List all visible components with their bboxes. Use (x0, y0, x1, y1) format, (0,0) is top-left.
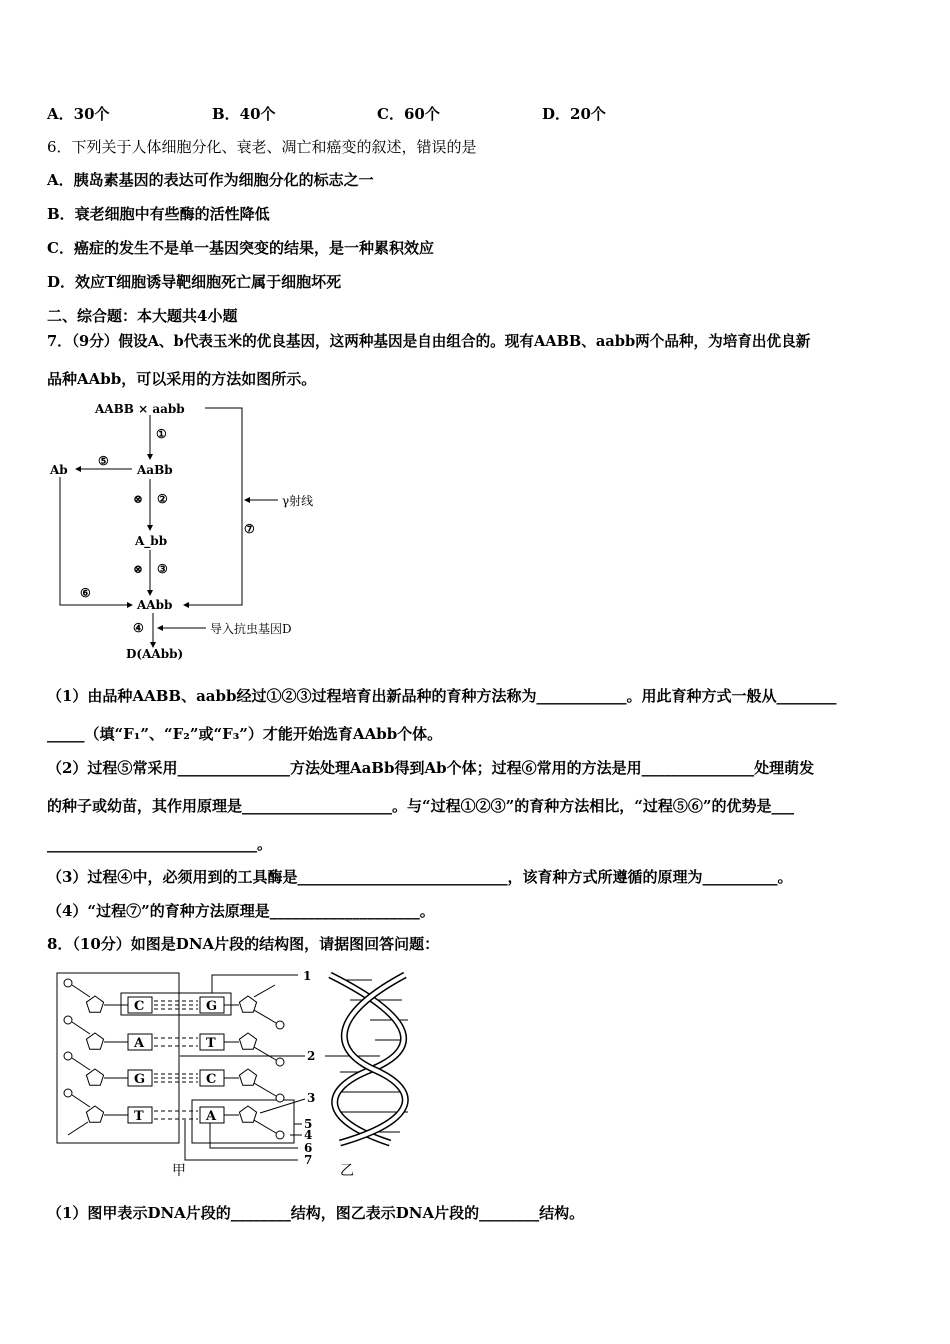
q7-sub1-line1: （1）由品种AABB、aabb经过①②③过程培育出新品种的育种方法称为____________。用此育种方式一般从________ (47, 687, 837, 705)
right-base: A (206, 1109, 217, 1124)
q6-stem: 6．下列关于人体细胞分化、衰老、凋亡和癌变的叙述，错误的是 (47, 138, 477, 156)
q5-option-c: C．60个 (377, 105, 440, 123)
deoxyribose (239, 1069, 256, 1085)
phosphate (64, 1052, 72, 1060)
q5-option-a: A．30个 (47, 105, 110, 123)
gamma-ray-label: γ射线 (282, 494, 314, 508)
selfing-symbol: ⊗ (133, 492, 144, 506)
label-3: 3 (307, 1091, 316, 1105)
step1: ① (156, 427, 167, 441)
phosphate (276, 1021, 284, 1029)
left-base: A (134, 1036, 145, 1051)
q7-sub4: （4）“过程⑦”的育种方法原理是____________________。 (47, 902, 435, 920)
q7-stem-line2: 品种AAbb，可以采用的方法如图所示。 (47, 370, 317, 388)
q5-option-d: D．20个 (542, 105, 606, 123)
deoxyribose (86, 996, 103, 1012)
f1-label: AaBb (137, 463, 173, 477)
strand-end (254, 985, 275, 997)
q6-option-d: D．效应T细胞诱导靶细胞死亡属于细胞坏死 (47, 273, 342, 291)
left-base: T (134, 1109, 144, 1124)
q7-sub2-line2: 的种子或幼苗，其作用原理是____________________。与“过程①②③”的育种方法相比，“过程⑤⑥”的优势是___ (47, 797, 795, 815)
right-base: T (206, 1036, 216, 1051)
step3: ③ (157, 562, 168, 576)
q6-option-a: A．胰岛素基因的表达可作为细胞分化的标志之一 (47, 171, 374, 189)
step6: ⑥ (80, 586, 91, 600)
phosphate (64, 1016, 72, 1024)
q7-stem-line1: 7．（9分）假设A、b代表玉米的优良基因，这两种基因是自由组合的。现有AABB、aabb两个品种，为培育出优良新 (47, 333, 811, 350)
left-base: C (134, 999, 145, 1014)
bond (72, 1058, 90, 1070)
q8-sub1: （1）图甲表示DNA片段的________结构，图乙表示DNA片段的________结构。 (47, 1204, 585, 1222)
label-1: 1 (303, 969, 312, 983)
phosphate (276, 1058, 284, 1066)
right-base: C (206, 1072, 217, 1087)
label-7: 7 (304, 1153, 313, 1167)
phosphate (276, 1131, 284, 1139)
q5-option-b: B．40个 (212, 105, 276, 123)
right-base: G (206, 999, 218, 1014)
parents-label: AABB × aabb (95, 402, 185, 416)
q7-sub1-line2: _____（填“F₁”、“F₂”或“F₃”）才能开始选育AAbb个体。 (47, 725, 443, 743)
q6-option-b: B．衰老细胞中有些酶的活性降低 (47, 205, 270, 223)
bond (72, 985, 90, 997)
q6-option-c: C．癌症的发生不是单一基因突变的结果，是一种累积效应 (47, 239, 434, 257)
deoxyribose (239, 996, 256, 1012)
deoxyribose (86, 1106, 103, 1122)
left-base: G (134, 1072, 146, 1087)
final-label: D(AAbb) (126, 647, 184, 661)
q8-stem: 8．（10分）如图是DNA片段的结构图，请据图回答问题： (47, 935, 440, 953)
phosphate (64, 1089, 72, 1097)
strand-end (68, 1122, 88, 1135)
caption-jia: 甲 (172, 1163, 186, 1179)
deoxyribose (239, 1033, 256, 1049)
bond (254, 1120, 276, 1133)
step7: ⑦ (244, 522, 255, 536)
bond (254, 1010, 276, 1023)
caption-yi: 乙 (340, 1163, 354, 1179)
label-2: 2 (307, 1049, 316, 1063)
bond (72, 1022, 90, 1034)
label-4: 4 (304, 1128, 313, 1142)
section-title: 二、综合题：本大题共4小题 (47, 307, 238, 325)
breeding-flow-diagram (40, 395, 340, 670)
q7-sub2-line1: （2）过程⑤常采用_______________方法处理AaBb得到Ab个体；过程⑥常用的方法是用_______________处理萌发 (47, 759, 815, 777)
target-label: AAbb (137, 598, 173, 612)
haploid-label: Ab (50, 463, 68, 477)
deoxyribose (239, 1106, 256, 1122)
step5: ⑤ (98, 454, 109, 468)
bond (254, 1047, 276, 1060)
phosphate (276, 1094, 284, 1102)
f2-label: A_bb (135, 534, 168, 548)
step2: ② (157, 492, 168, 506)
selfing-symbol: ⊗ (133, 562, 144, 576)
bond (254, 1083, 276, 1096)
label-6: 6 (304, 1141, 313, 1155)
label-5: 5 (304, 1117, 313, 1131)
q7-sub3: （3）过程④中，必须用到的工具酶是____________________________，该育种方式所遵循的原理为__________。 (47, 868, 793, 886)
deoxyribose (86, 1033, 103, 1049)
dna-structure-diagram (40, 960, 420, 1180)
q7-sub2-line3: ____________________________。 (47, 835, 273, 853)
bond (72, 1095, 90, 1107)
gene-label: 导入抗虫基因D (210, 622, 292, 636)
step4: ④ (133, 621, 144, 635)
deoxyribose (86, 1069, 103, 1085)
phosphate (64, 979, 72, 987)
